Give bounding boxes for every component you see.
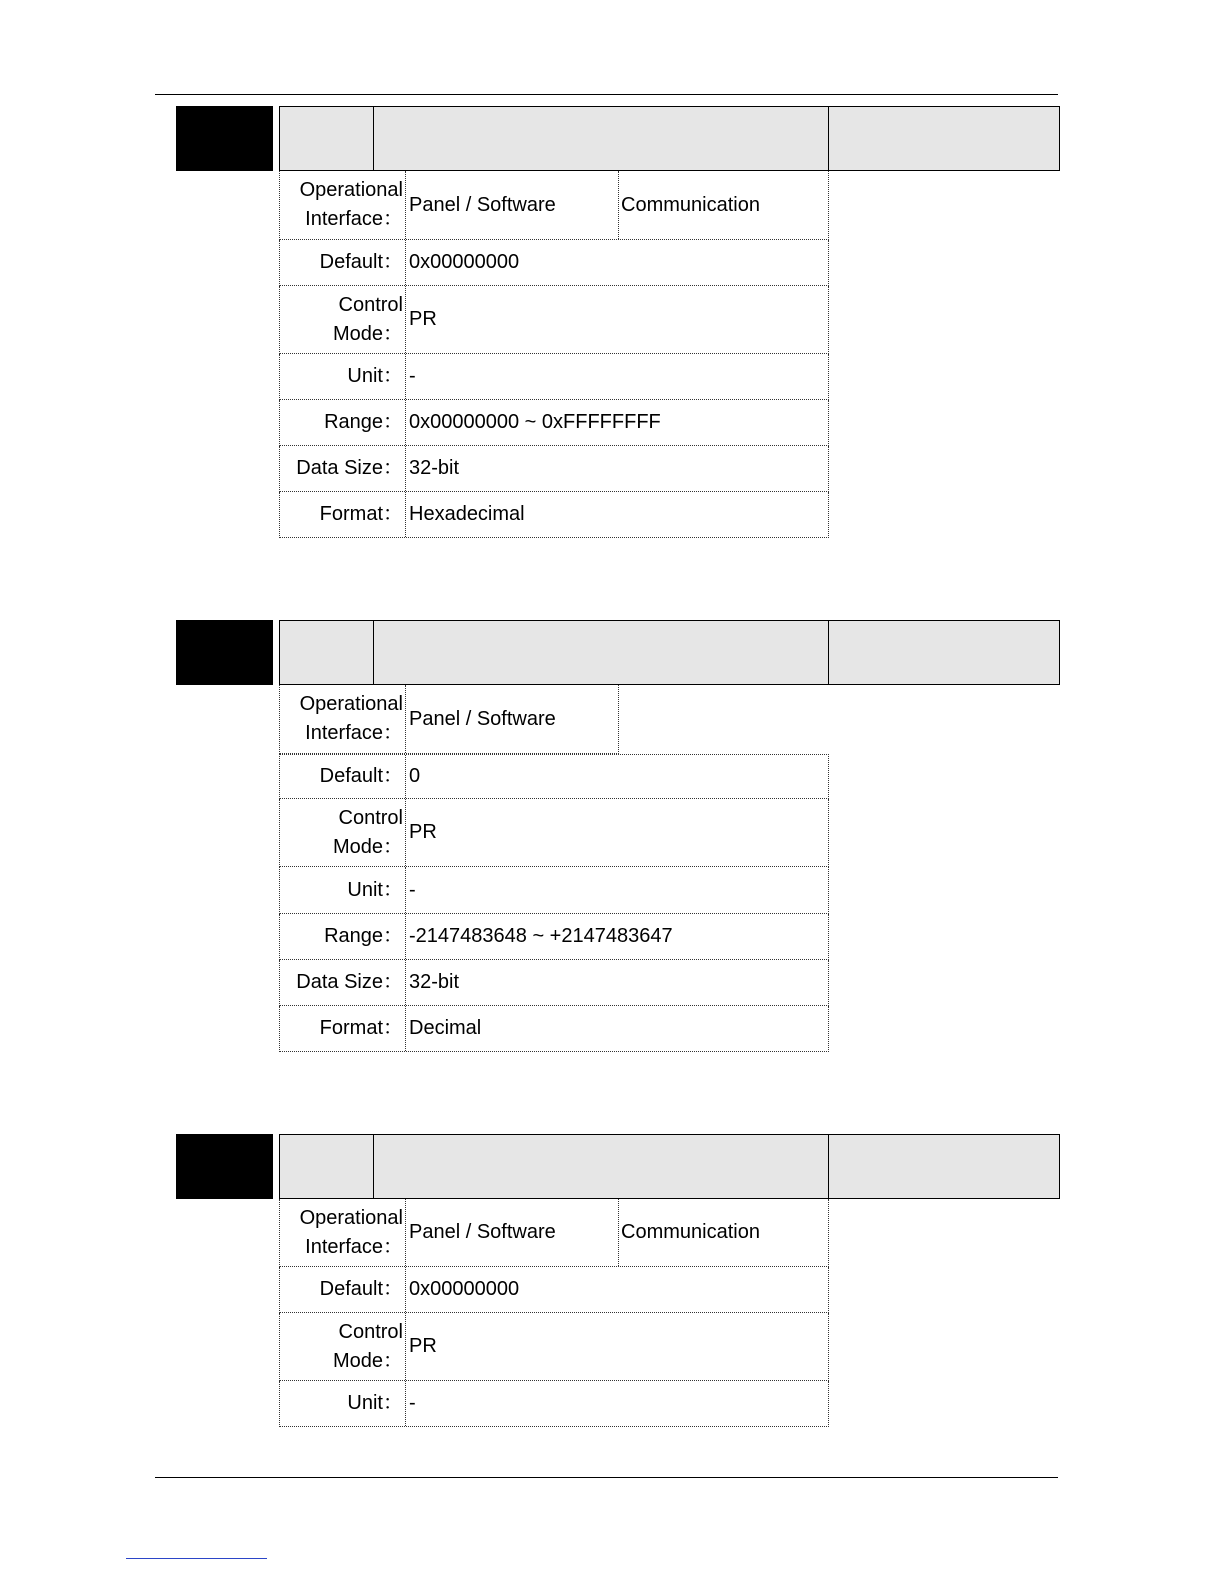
format-value: Decimal	[409, 1017, 482, 1039]
operational-interface-row: Operational Interface： Panel / Software Communication	[279, 1199, 829, 1267]
format-row: Format： Hexadecimal	[279, 492, 829, 538]
unit-value: -	[409, 365, 416, 387]
footer-link-underline[interactable]	[126, 1558, 267, 1559]
parameter-header-bar	[279, 620, 1060, 685]
default-value: 0x00000000	[409, 1278, 520, 1300]
operational-interface-comm: Communication	[618, 171, 828, 239]
control-mode-row: Control Mode： PR	[279, 286, 829, 354]
unit-row: Unit： -	[279, 354, 829, 400]
range-value: 0x00000000 ~ 0xFFFFFFFF	[409, 411, 661, 433]
parameter-code-tab	[176, 1134, 273, 1199]
control-mode-value: PR	[409, 1335, 437, 1357]
control-mode-row: Control Mode： PR	[279, 799, 829, 867]
unit-value: -	[409, 878, 416, 901]
data-size-row: Data Size： 32-bit	[279, 960, 829, 1006]
operational-interface-panel: Panel / Software	[409, 707, 556, 730]
header-rule	[155, 94, 1058, 95]
operational-interface-row: Operational Interface： Panel / Software	[279, 685, 619, 754]
data-size-value: 32-bit	[409, 971, 460, 993]
default-value: 0	[409, 765, 421, 787]
data-size-value: 32-bit	[409, 457, 460, 479]
unit-value: -	[409, 1392, 416, 1414]
control-mode-value: PR	[409, 308, 437, 330]
format-row: Format： Decimal	[279, 1006, 829, 1052]
default-row: Default： 0x00000000	[279, 240, 829, 286]
range-value: -2147483648 ~ +2147483647	[409, 925, 673, 947]
operational-interface-row: Operational Interface： Panel / Software Communication	[279, 171, 829, 240]
range-row: Range： 0x00000000 ~ 0xFFFFFFFF	[279, 400, 829, 446]
default-value: 0x00000000	[409, 251, 520, 273]
parameter-header-bar	[279, 1134, 1060, 1199]
default-row: Default： 0	[279, 754, 829, 799]
data-size-row: Data Size： 32-bit	[279, 446, 829, 492]
operational-interface-comm: Communication	[618, 1199, 828, 1266]
parameter-code-tab	[176, 620, 273, 685]
operational-interface-panel: Panel / Software	[409, 1221, 556, 1243]
control-mode-row: Control Mode： PR	[279, 1313, 829, 1381]
unit-row: Unit： -	[279, 867, 829, 914]
footer-rule	[155, 1477, 1058, 1478]
default-row: Default： 0x00000000	[279, 1267, 829, 1313]
operational-interface-panel: Panel / Software	[409, 193, 556, 216]
parameter-header-bar	[279, 106, 1060, 171]
range-row: Range： -2147483648 ~ +2147483647	[279, 914, 829, 960]
parameter-code-tab	[176, 106, 273, 171]
unit-row: Unit： -	[279, 1381, 829, 1427]
control-mode-value: PR	[409, 821, 437, 843]
format-value: Hexadecimal	[409, 503, 525, 525]
